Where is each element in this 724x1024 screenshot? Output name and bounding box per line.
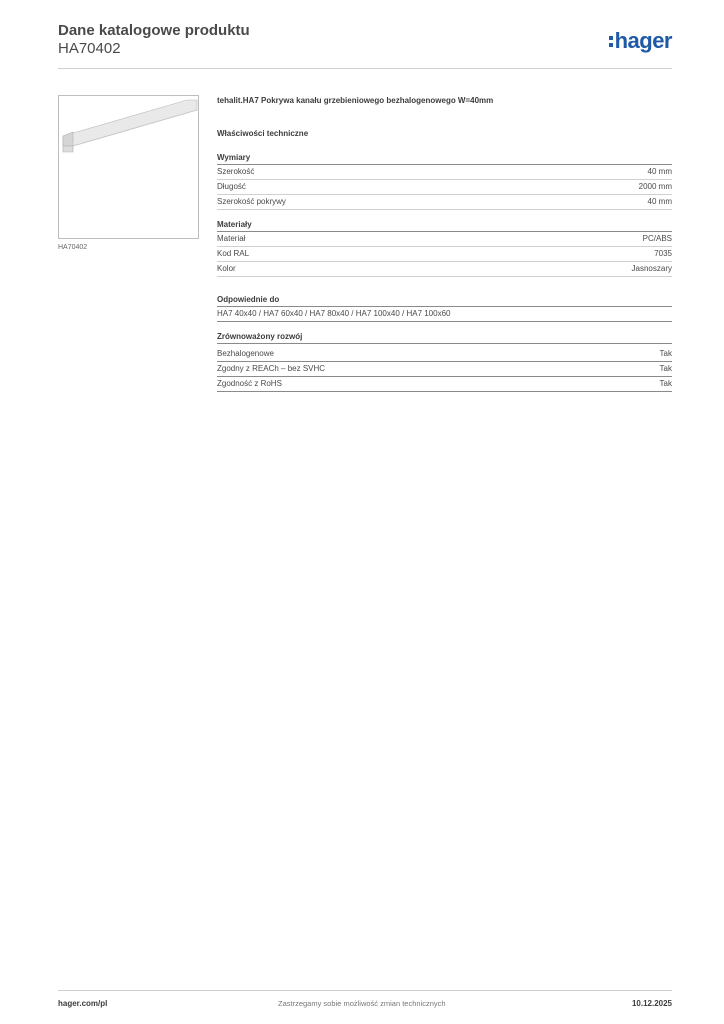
footer-divider [58, 990, 672, 991]
row-label: Kod RAL [217, 249, 250, 258]
table-row [217, 347, 672, 362]
row-label: Zgodność z RoHS [217, 379, 282, 388]
row-value: Jasnoszary [631, 264, 672, 273]
header [58, 22, 250, 58]
hager-logo[interactable] [609, 28, 672, 54]
header-divider [58, 68, 672, 69]
group-dimensions [217, 153, 672, 210]
row-value: Tak [659, 349, 672, 358]
group-title: Materiały [217, 220, 672, 232]
table-row [217, 362, 672, 377]
group-title: Zrównoważony rozwój [217, 332, 672, 344]
product-code: HA70402 [58, 40, 121, 57]
row-value: 40 mm [647, 197, 672, 206]
footer-disclaimer: Zastrzegamy sobie możliwość zmian technicznych [278, 999, 446, 1008]
logo-text: hager [614, 28, 672, 53]
technical-properties-heading: Właściwości techniczne [217, 129, 309, 138]
row-value: 40 mm [647, 167, 672, 176]
product-description: tehalit.HA7 Pokrywa kanału grzebieniowego bezhalogenowego W=40mm [217, 96, 494, 105]
footer-date: 10.12.2025 [631, 999, 672, 1008]
group-materials [217, 220, 672, 277]
table-row [217, 262, 672, 277]
group-title: Wymiary [217, 153, 672, 165]
row-label: Zgodny z REACh – bez SVHC [217, 364, 326, 373]
row-value: 2000 mm [638, 182, 672, 191]
cover-profile-icon [59, 96, 198, 238]
table-row [217, 307, 672, 322]
row-label: Bezhalogenowe [217, 349, 274, 358]
page-title: Dane katalogowe produktu [58, 22, 250, 39]
product-image [58, 95, 199, 239]
row-label: Materiał [217, 234, 246, 243]
compatible-list: HA7 40x40 / HA7 60x40 / HA7 80x40 / HA7 100x40 / HA7 100x60 [217, 309, 451, 318]
table-row [217, 165, 672, 180]
row-value: PC/ABS [642, 234, 672, 243]
row-label: Kolor [217, 264, 236, 273]
row-value: 7035 [654, 249, 672, 258]
row-label: Szerokość [217, 167, 255, 176]
table-row [217, 180, 672, 195]
group-compatible-with [217, 295, 672, 322]
group-title: Odpowiednie do [217, 295, 672, 307]
footer-website-link[interactable]: hager.com/pl [58, 999, 108, 1008]
table-row [217, 195, 672, 210]
row-value: Tak [659, 364, 672, 373]
table-row [217, 232, 672, 247]
row-label: Szerokość pokrywy [217, 197, 286, 206]
logo-dots-icon [609, 36, 613, 47]
row-label: Długość [217, 182, 246, 191]
table-row [217, 247, 672, 262]
group-sustainability [217, 332, 672, 392]
table-row [217, 377, 672, 392]
image-caption: HA70402 [58, 244, 88, 251]
product-details [217, 96, 672, 402]
row-value: Tak [659, 379, 672, 388]
